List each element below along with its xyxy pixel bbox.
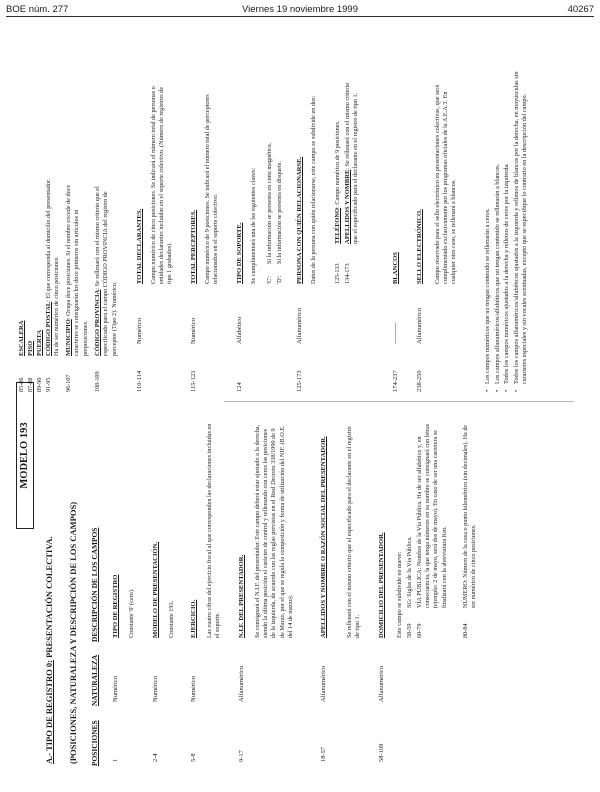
gazette-date: Viernes 19 noviembre 1999 xyxy=(241,4,358,15)
field-pos: 238-250 xyxy=(416,370,423,392)
note-item: • Todos los campos numéricos ajustados a la derecha y rellenos de ceros por la izquierda. xyxy=(503,62,512,392)
field-desc: Este campo se subdivide en nueve: xyxy=(396,551,403,638)
field-name: TIPO DE REGISTRO xyxy=(112,574,119,638)
field-nature: Alfanumérico xyxy=(296,307,303,344)
key-code: 'D': xyxy=(276,275,283,284)
field-nature: Alfanumérico xyxy=(320,665,327,702)
field-nature: Alfanumérico xyxy=(238,665,245,702)
field-nature: Numérico xyxy=(190,676,197,702)
subfield-text xyxy=(94,176,119,356)
subfield-desc: SG: Siglas de la Vía Pública. xyxy=(406,536,413,608)
field-desc: Campo reservado para el sello electrónico en presentaciones colectivas, que será cumplimentado exclusivamente por los programas oficiales de la A.E.A.T. En cualquier otro caso, se rellenará a blancos. xyxy=(434,84,458,284)
field-nature: Alfabético xyxy=(236,316,243,344)
field-pos: 124 xyxy=(236,382,243,392)
subfield-text xyxy=(65,176,90,356)
page-number: 40267 xyxy=(567,4,594,15)
subfield-desc: : Se rellenará con el mismo criterio que el especificado para el campo CÓDIGO PROVINCIA del registro de perceptor (Tipo 2). Numérico. xyxy=(94,186,118,356)
col-header-description: DESCRIPCIÓN DE LOS CAMPOS xyxy=(90,527,99,642)
field-desc: Se cumplimentará una de las siguientes claves: xyxy=(250,167,257,284)
notes-list xyxy=(484,62,531,392)
subfield-pos: 91-95 xyxy=(45,377,52,392)
subfield-desc: NÚMERO: Número de la casa o punto kilométrico (sin decimales). Ha de ser numérico de cinco posiciones. xyxy=(462,424,478,608)
rotated-page-body xyxy=(14,24,594,784)
key-code: 'C': xyxy=(266,275,273,284)
note-item: • Los campos numéricos que no tengan contenido se rellenarán a ceros. xyxy=(484,62,493,392)
field-nature: Numérico xyxy=(152,676,159,702)
subfield-name: MUNICIPIO xyxy=(65,319,72,356)
field-nature: Numérico xyxy=(190,318,197,344)
subfield-pos: 134-173 xyxy=(344,263,351,284)
field-pos: 18-57 xyxy=(320,746,327,762)
subfield-text xyxy=(334,79,342,244)
field-name: BLANCOS xyxy=(392,252,399,284)
subfield-pos: 85-86 xyxy=(18,377,25,392)
field-name: MODELO DE PRESENTACIÓN. xyxy=(152,541,159,638)
field-nature: Numérico xyxy=(136,318,143,344)
field-name: EJERCICIO. xyxy=(190,599,197,638)
subfield-pos: 58-59 xyxy=(406,623,413,638)
field-name: N.I.F. DEL PRESENTADOR. xyxy=(238,554,245,638)
subfield-pos: 60-79 xyxy=(416,623,423,638)
field-name: PERSONA CON QUIÉN RELACIONARSE. xyxy=(296,156,303,284)
field-pos: 9-17 xyxy=(238,750,245,762)
subfield-desc: : El que corresponda al domicilio del presentador. Ha de ser numérico de cinco posiciones. xyxy=(45,178,61,356)
field-desc: Se rellenará con el mismo criterio que el especificado para el declarante en el registro de tipo 1. xyxy=(346,426,362,638)
field-name: TIPO DE SOPORTE. xyxy=(236,222,243,284)
field-pos: 125-173 xyxy=(296,370,303,392)
subfield-pos: 125-133 xyxy=(334,263,341,284)
field-name: APELLIDOS Y NOMBRE O RAZÓN SOCIAL DEL PRESENTADOR. xyxy=(320,436,327,638)
field-name: DOMICILIO DEL PRESENTADOR. xyxy=(378,532,385,638)
subfield-name: TELÉFONO xyxy=(334,207,341,244)
field-name: TOTAL PERCEPTORES. xyxy=(190,209,197,284)
field-pos: 115-123 xyxy=(190,370,197,392)
field-name: SELLO ELECTRÓNICO. xyxy=(416,209,423,284)
field-nature: Numérico xyxy=(112,676,119,702)
field-desc: Campo numérico de cinco posiciones. Se indicará el número total de personas o entidades declarantes incluidas en el soporte colectivo. (Número de registros de tipo 1 grabados). xyxy=(150,86,174,284)
field-pos: 2-4 xyxy=(152,753,159,762)
note-item: • Todos los campos alfanuméricos/alfabéticos ajustados a la izquierda y rellenos de blancos por la derecha, en mayúsculas sin caracteres especiales y sin vocales acentuadas, excepto que se especifique lo contrario en la descripción del campo. xyxy=(513,62,530,392)
subfield-desc: : Ocupa doce posiciones. Si el nombre excede de doce caracteres se consignarán los doce primeros sin artículos ni preposiciones. xyxy=(65,184,89,356)
field-nature: Alfanumérico xyxy=(378,665,385,702)
subfield-name: CÓDIGO PROVINCIA xyxy=(94,289,101,356)
field-pos: 1 xyxy=(112,758,119,762)
section-subtitle: (POSICIONES, NATURALEZA Y DESCRIPCIÓN DE LOS CAMPOS) xyxy=(68,501,78,764)
model-title: MODELO 193 xyxy=(16,382,34,529)
subfield-desc: VÍA PÚBLICA: Nombre de la Vía Pública. Ha de ser alfabético y, en consecuencia, la que tenga números en su nombre se consignará con letras (ejemplo: 2 de mayo, será dos de mayo). En caso de ser una carretera se finalizará con la abreviatura Km. xyxy=(416,423,448,608)
subfield-desc: : Se rellenará con el mismo criterio que el especificado para el declarante en el registro de tipo 1. xyxy=(344,82,360,244)
field-desc: Las cuatro cifras del ejercicio fiscal al que corresponden las declaraciones incluidas en el soporte. xyxy=(206,423,222,638)
field-desc: Constante 193. xyxy=(168,600,175,638)
subfield-name: CÓDIGO POSTAL xyxy=(45,301,52,356)
field-pos: 174-237 xyxy=(392,370,399,392)
field-nature: ---------- xyxy=(392,322,399,344)
field-name: TOTAL DECLARANTES. xyxy=(136,208,143,284)
subfield-name: ESCALERA xyxy=(18,320,25,356)
field-pos: 58-109 xyxy=(378,743,385,762)
field-pos: 5-8 xyxy=(190,753,197,762)
subfield-pos: 89-90 xyxy=(36,377,43,392)
key-text: Si la información se presenta en cinta magnética. xyxy=(266,142,273,264)
record-type-prefix: A.- TIPO DE REGISTRO 0: xyxy=(44,660,54,764)
field-desc: Constante '0' (cero). xyxy=(128,588,135,638)
gazette-issue: BOE núm. 277 xyxy=(6,4,69,15)
subfield-pos: 108-109 xyxy=(94,371,101,392)
subfield-name: APELLIDOS Y NOMBRE xyxy=(344,169,351,244)
field-desc: Datos de la persona con quién relacionarse, este campo se subdivide en dos: xyxy=(310,95,317,284)
subfield-desc: : Campo numérico de 9 posiciones. xyxy=(334,120,341,208)
subfield-name: PISO xyxy=(27,340,34,356)
header-rule xyxy=(6,16,594,17)
col-header-positions: POSICIONES xyxy=(90,720,99,766)
record-type-name: PRESENTACIÓN COLECTIVA. xyxy=(44,536,54,658)
note-item: • Los campos alfanuméricos/alfabéticos que no tengan contenido se rellenarán a blancos. xyxy=(494,62,503,392)
key-text: Si la información se presenta en disquete. xyxy=(276,161,283,264)
subfield-pos: 96-107 xyxy=(65,374,72,392)
subfield-text xyxy=(344,79,361,244)
subfield-pos: 80-84 xyxy=(462,623,469,638)
field-desc: Campo numérico de 9 posiciones. Se indicará el número total de perceptores relacionados en el soporte colectivo. xyxy=(204,94,220,284)
field-desc: Se consignará el N.I.F. del presentador. Este campo deberá estar ajustado a la derecha, siendo la última posición el carácter de control y rellenando con ceros las posiciones de la izquierda, de acuerdo con las reglas previstas en el Real Decreto 338/1990 de 9 de Marzo, por el que se regula la composición y forma de utilización del NIF. (B.O.E. del 14 de marzo). xyxy=(254,424,294,638)
record-type-heading xyxy=(44,536,55,764)
subfield-name: PUERTA xyxy=(36,329,43,356)
subfield-text xyxy=(45,176,62,356)
field-pos: 110-114 xyxy=(136,370,143,392)
col-header-nature: NATURALEZA xyxy=(90,654,99,706)
field-nature: Alfanumérico xyxy=(416,307,423,344)
column-divider xyxy=(224,401,574,402)
subfield-pos: 87-88 xyxy=(27,377,34,392)
